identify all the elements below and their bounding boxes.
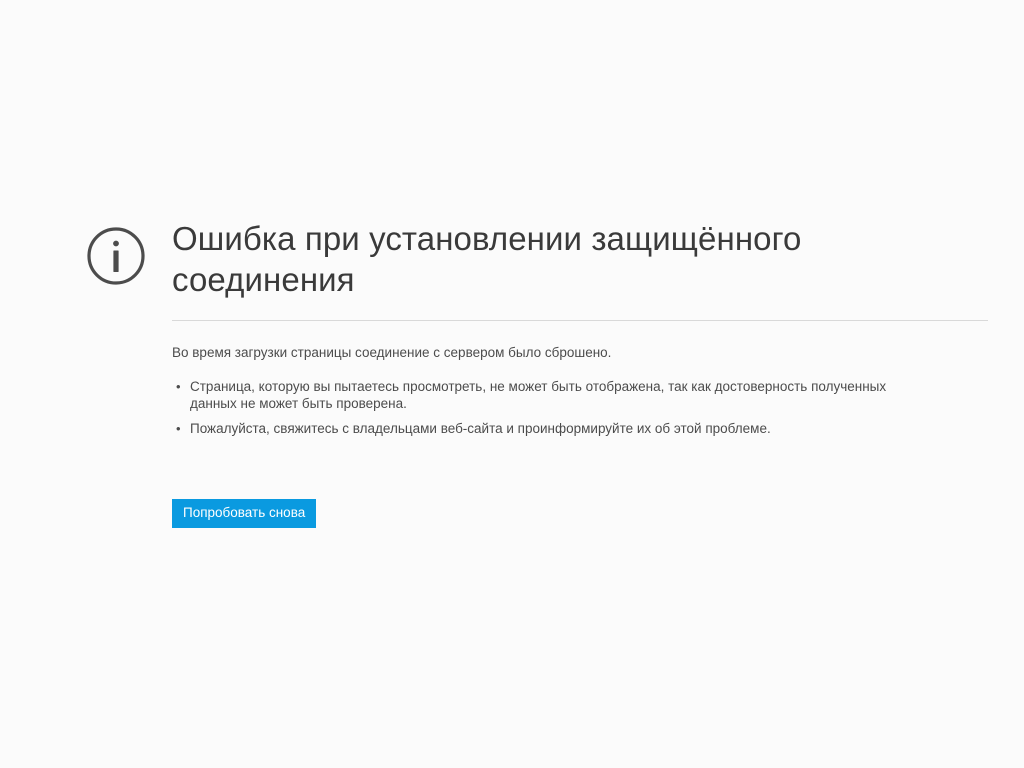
list-item: • Пожалуйста, свяжитесь с владельцами веб-сайта и проинформируйте их об этой проблеме. <box>190 420 930 437</box>
error-content <box>86 218 986 528</box>
title-wrap <box>172 218 986 300</box>
page-title: Ошибка при установлении защищённого соединения <box>172 220 802 298</box>
retry-button[interactable]: Попробовать снова <box>172 499 316 528</box>
reason-list <box>172 378 988 437</box>
divider <box>172 320 988 321</box>
error-header <box>86 218 986 300</box>
error-body <box>172 343 988 528</box>
button-row <box>172 499 988 528</box>
list-item: • Страница, которую вы пытаетесь просмотреть, не может быть отображена, так как достоверность полученных данных не может быть проверена. <box>190 378 930 412</box>
info-icon <box>86 226 146 286</box>
intro-text: Во время загрузки страницы соединение с сервером было сброшено. <box>172 345 612 360</box>
